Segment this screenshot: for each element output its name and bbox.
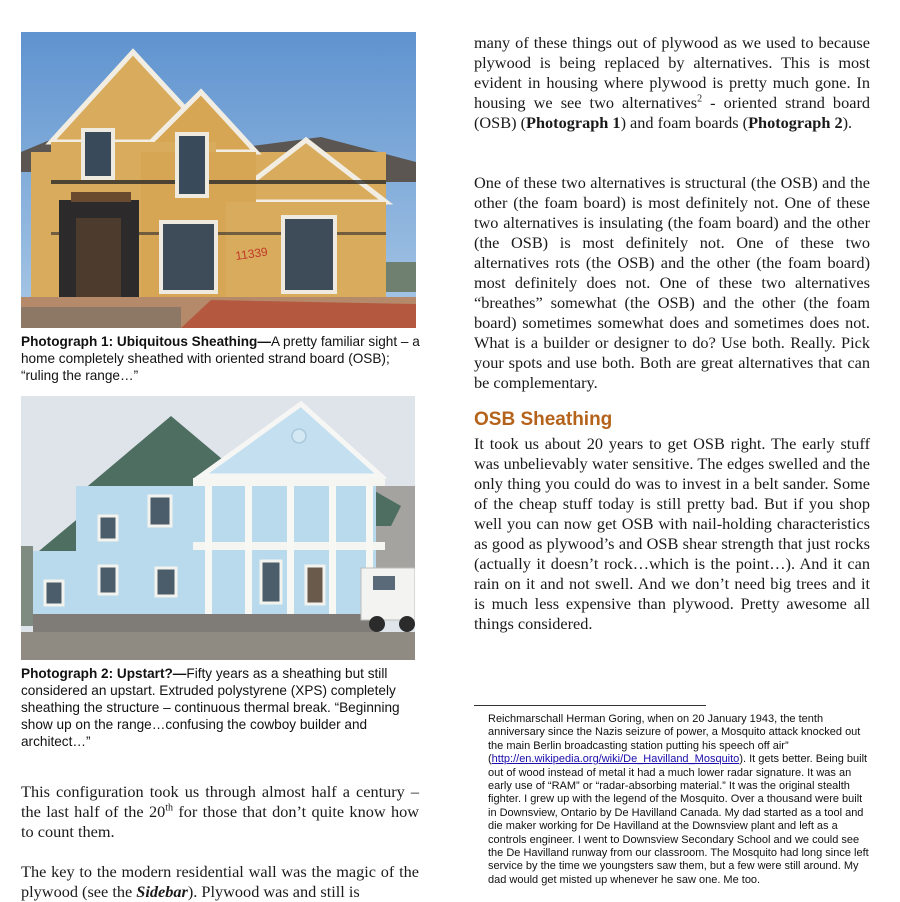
paragraph-text: This configuration took us through almost half a century – the last half of the 20 — [21, 782, 419, 821]
paragraph-text: many of these things out of plywood as we used to because plywood is being replaced by alternatives. This is most evident in housing where plywood is pretty much gone. In housing we see two alternatives — [474, 33, 870, 112]
photograph-2-caption: Photograph 2: Upstart?—Fifty years as a sheathing but still considered an upstart. Extruded polystyrene (XPS) completely sheathing the structure – continuous thermal break. “Beginning show up on the range…confusing the cowboy builder and architect…” — [21, 666, 400, 749]
photograph-1-reference: Photograph 1 — [526, 113, 621, 132]
paragraph-text: ). — [842, 113, 853, 132]
xps-house-photo — [21, 396, 415, 660]
wikipedia-link[interactable]: http://en.wikipedia.org/wiki/De_Havilland_Mosquito — [491, 753, 740, 766]
caption-title: Photograph 1: Ubiquitous Sheathing — [21, 334, 258, 349]
footnote-divider — [474, 705, 706, 706]
photograph-1-caption: Photograph 1: Ubiquitous Sheathing—A pretty familiar sight – a home completely sheathed with oriented strand board (OSB); “ruling the range…” — [21, 334, 420, 383]
spray-marking: 11339 — [234, 244, 269, 263]
paragraph-text: - oriented strand board (OSB) ( — [474, 93, 871, 132]
paragraph-osb-sheathing: It took us about 20 years to get OSB right. The early stuff was unbelievably water sensitive. The edges swelled and the only thing you could do was to invest in a belt sander. Some of the cheap stuff today is still pretty bad. But if you shop well you can now get OSB with nail-holding characteristics as good as plywood’s and OSB shear strength that just rocks (actually it doesn’t rock…which is the point…). And it can rain on it and not swell. And we don’t need big trees and it is much less expensive than plywood. Pretty awesome all things considered. — [474, 434, 870, 633]
footnote-marker: 2 — [697, 93, 703, 105]
section-heading-osb-sheathing: OSB Sheathing — [474, 409, 613, 430]
sidebar-reference: Sidebar — [136, 882, 188, 901]
photograph-2-reference: Photograph 2 — [748, 113, 843, 132]
superscript: th — [165, 802, 174, 814]
photograph-1 — [21, 32, 416, 328]
caption-text: A pretty familiar sight – a home completely sheathed with oriented strand board (OSB); “ruling the range…” — [21, 334, 420, 383]
caption-title: Photograph 2: Upstart? — [21, 666, 173, 681]
paragraph-plywood-alternatives — [474, 33, 870, 133]
paragraph-text: for those that don’t quite know how to count them. — [21, 802, 419, 841]
osb-house-photo — [21, 32, 416, 328]
paragraph-two-alternatives: One of these two alternatives is structural (the OSB) and the other (the foam board) is most definitely not. One of these two alternatives is insulating (the foam board) and the other (the OSB) is most definitely not. One of these two alternatives rots (the OSB) and the other (the foam board) most definitely does not. One of these two alternatives “breathes” somewhat (the OSB) and the other (the foam board) sometimes somewhat does and sometimes does not. What is a builder or designer to do? Use both. Really. Pick your spots and use both. Both are great alternatives that can be complementary. — [474, 173, 870, 392]
photograph-2 — [21, 396, 415, 660]
paragraph-text: ). Plywood was and still is — [187, 882, 360, 901]
paragraph-text: ) and foam boards ( — [620, 113, 749, 132]
caption-text: Fifty years as a sheathing but still considered an upstart. Extruded polystyrene (XPS) completely sheathing the structure – continuous thermal break. “Beginning show up on the range…confusing the cowboy builder and architect…” — [21, 666, 400, 749]
paragraph-configuration — [21, 782, 419, 842]
footnote — [488, 713, 870, 887]
paragraph-plywood-key — [21, 862, 419, 902]
footnote-text: ). It gets better. Being built out of wood instead of metal it had a much lower radar signature. It was an early use of “RAM” or “radar-absorbing material.” It was the original stealth fighter. I grew up with the legend of the Mosquito. Over a thousand were built in Downsview, Ontario by De Havilland Canada. My dad started as a tool and die maker working for De Havilland at the Downsview plant and left as a controls engineer. I went to Downsview Secondary School and we could see the De Havilland runway from our classroom. The Mosquito had long since left service by the time we youngsters saw them, but a few were still around. My dad would get misted up whenever he saw one. Me too. — [488, 753, 869, 886]
footnote-text: Reichmarschall Herman Goring, when on 20 January 1943, the tenth anniversary since the Nazis seizure of power, a Mosquito attack knocked out the main Berlin broadcasting station putting his speech off air” ( — [488, 713, 861, 766]
paragraph-text: The key to the modern residential wall was the magic of the plywood (see the — [21, 862, 419, 901]
